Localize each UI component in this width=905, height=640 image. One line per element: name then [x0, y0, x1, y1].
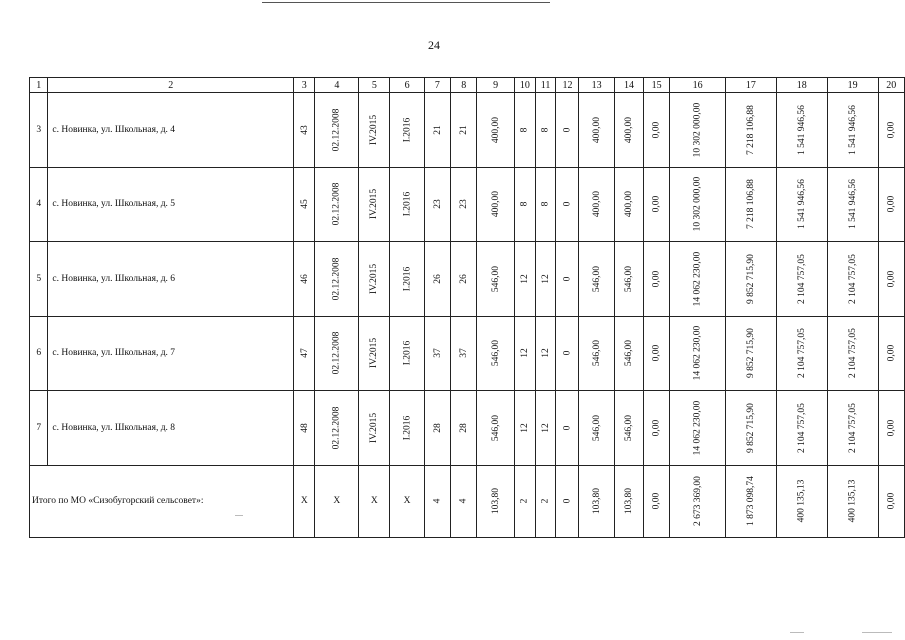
housing-program-table: [29, 77, 905, 538]
row-number-cell: 6: [30, 316, 48, 391]
cell-value: 0,00: [651, 195, 662, 213]
value-cell: [670, 167, 726, 242]
cell-value: 12: [540, 348, 551, 358]
cell-value: 400,00: [490, 116, 501, 143]
total-value-cell: [878, 465, 904, 537]
value-cell: [451, 242, 477, 317]
value-cell: [556, 242, 579, 317]
total-value: 1 873 098,74: [745, 476, 756, 526]
cell-value: 8: [519, 201, 530, 207]
value-cell: [514, 391, 535, 466]
cell-value: 0,00: [886, 121, 897, 139]
column-number-header-row: [30, 78, 905, 93]
row-number-cell: 5: [30, 242, 48, 317]
value-cell: [535, 391, 556, 466]
cell-value: 546,00: [490, 265, 501, 292]
value-cell: [424, 391, 450, 466]
column-number-19: 19: [827, 78, 878, 93]
value-cell: [451, 316, 477, 391]
total-value: 0,00: [651, 492, 662, 510]
column-number-5: 5: [359, 78, 390, 93]
cell-value: 12: [519, 423, 530, 433]
total-value-cell: [315, 465, 359, 537]
cell-value: 0: [562, 201, 573, 207]
column-number-9: 9: [477, 78, 515, 93]
cell-value: 546,00: [591, 265, 602, 292]
cell-value: 0,00: [651, 419, 662, 437]
value-cell: [579, 316, 614, 391]
value-cell: [477, 167, 515, 242]
column-number-6: 6: [390, 78, 424, 93]
cell-value: 47: [299, 348, 310, 358]
cell-value: 28: [432, 423, 443, 433]
value-cell: [644, 93, 670, 168]
cell-value: 02.12.2008: [331, 257, 342, 301]
cell-value: 2 104 757,05: [796, 328, 807, 379]
cell-value: I.2016: [402, 117, 413, 143]
cell-value: 400,00: [623, 191, 634, 218]
cell-value: 400,00: [591, 116, 602, 143]
cell-value: 8: [540, 201, 551, 207]
cell-value: 28: [458, 423, 469, 433]
value-cell: [359, 242, 390, 317]
cell-value: 2 104 757,05: [847, 253, 858, 304]
value-cell: [315, 391, 359, 466]
cell-value: 546,00: [623, 414, 634, 441]
table-row: [30, 391, 905, 466]
cell-value: 23: [458, 199, 469, 209]
address-cell: с. Новинка, ул. Школьная, д. 7: [48, 316, 294, 391]
address-cell: с. Новинка, ул. Школьная, д. 4: [48, 93, 294, 168]
cell-value: 0: [562, 425, 573, 431]
cell-value: 12: [519, 348, 530, 358]
value-cell: [644, 242, 670, 317]
cell-value: 0,00: [886, 419, 897, 437]
cell-value: 9 852 715,90: [745, 328, 756, 379]
cell-value: 02.12.2008: [331, 108, 342, 152]
value-cell: [294, 391, 315, 466]
total-label: Итого по МО «Сизобугорский сельсовет»:: [30, 465, 294, 537]
scan-mark: [790, 632, 804, 633]
cell-value: IV.2015: [369, 338, 380, 369]
value-cell: [614, 391, 643, 466]
address-cell: с. Новинка, ул. Школьная, д. 8: [48, 391, 294, 466]
total-value: 2: [519, 498, 530, 504]
value-cell: [315, 316, 359, 391]
scan-mark: [862, 632, 892, 633]
value-cell: [451, 93, 477, 168]
total-value: 0: [562, 498, 573, 504]
value-cell: [294, 316, 315, 391]
cell-value: 0: [562, 127, 573, 133]
value-cell: [827, 316, 878, 391]
value-cell: [424, 93, 450, 168]
cell-value: 0,00: [651, 121, 662, 139]
value-cell: [294, 242, 315, 317]
value-cell: [359, 167, 390, 242]
cell-value: IV.2015: [369, 189, 380, 220]
column-number-3: 3: [294, 78, 315, 93]
cell-value: 546,00: [591, 414, 602, 441]
value-cell: [878, 167, 904, 242]
cell-value: 546,00: [623, 340, 634, 367]
value-cell: [579, 167, 614, 242]
cell-value: 46: [299, 274, 310, 284]
row-number-cell: 3: [30, 93, 48, 168]
column-number-7: 7: [424, 78, 450, 93]
total-value: X: [370, 496, 378, 506]
total-value-cell: [827, 465, 878, 537]
value-cell: [451, 391, 477, 466]
cell-value: 02.12.2008: [331, 182, 342, 226]
value-cell: [644, 167, 670, 242]
value-cell: [359, 93, 390, 168]
value-cell: [614, 316, 643, 391]
value-cell: [477, 93, 515, 168]
row-number-cell: 4: [30, 167, 48, 242]
value-cell: [725, 93, 776, 168]
total-value-cell: [451, 465, 477, 537]
value-cell: [670, 93, 726, 168]
value-cell: [315, 167, 359, 242]
cell-value: 37: [458, 348, 469, 358]
value-cell: [424, 167, 450, 242]
value-cell: [644, 316, 670, 391]
value-cell: [725, 242, 776, 317]
column-number-4: 4: [315, 78, 359, 93]
value-cell: [514, 167, 535, 242]
total-value-cell: [556, 465, 579, 537]
value-cell: [514, 93, 535, 168]
cell-value: 0,00: [886, 344, 897, 362]
column-number-17: 17: [725, 78, 776, 93]
value-cell: [878, 93, 904, 168]
value-cell: [670, 316, 726, 391]
value-cell: [725, 167, 776, 242]
value-cell: [725, 316, 776, 391]
value-cell: [614, 242, 643, 317]
value-cell: [535, 167, 556, 242]
cell-value: 2 104 757,05: [847, 328, 858, 379]
value-cell: [514, 242, 535, 317]
total-value-cell: [424, 465, 450, 537]
value-cell: [878, 391, 904, 466]
cell-value: 546,00: [591, 340, 602, 367]
cell-value: 1 541 946,56: [796, 179, 807, 230]
cell-value: 2 104 757,05: [796, 402, 807, 453]
cell-value: 8: [519, 127, 530, 133]
cell-value: 546,00: [490, 340, 501, 367]
cell-value: 48: [299, 423, 310, 433]
value-cell: [614, 167, 643, 242]
total-value-cell: [579, 465, 614, 537]
cell-value: 26: [432, 274, 443, 284]
value-cell: [315, 93, 359, 168]
value-cell: [556, 93, 579, 168]
cell-value: 12: [540, 274, 551, 284]
cell-value: 0,00: [651, 270, 662, 288]
cell-value: 0,00: [886, 270, 897, 288]
total-value: 400 135,13: [796, 479, 807, 523]
value-cell: [827, 93, 878, 168]
cell-value: IV.2015: [369, 412, 380, 443]
scan-mark: [235, 515, 243, 516]
value-cell: [776, 242, 827, 317]
cell-value: 14 062 230,00: [692, 325, 703, 381]
value-cell: [556, 316, 579, 391]
value-cell: [670, 391, 726, 466]
value-cell: [535, 242, 556, 317]
value-cell: [315, 242, 359, 317]
cell-value: 546,00: [623, 265, 634, 292]
value-cell: [294, 167, 315, 242]
column-number-8: 8: [451, 78, 477, 93]
value-cell: [390, 167, 424, 242]
value-cell: [451, 167, 477, 242]
value-cell: [827, 242, 878, 317]
value-cell: [514, 316, 535, 391]
total-value-cell: [644, 465, 670, 537]
cell-value: 10 302 000,00: [692, 176, 703, 232]
cell-value: 02.12.2008: [331, 406, 342, 450]
column-number-2: 2: [48, 78, 294, 93]
cell-value: 400,00: [490, 191, 501, 218]
cell-value: 400,00: [623, 116, 634, 143]
cell-value: 02.12.2008: [331, 331, 342, 375]
total-row: [30, 465, 905, 537]
total-value: 2 673 369,00: [692, 476, 703, 526]
value-cell: [390, 93, 424, 168]
cell-value: 10 302 000,00: [692, 102, 703, 158]
cell-value: I.2016: [402, 340, 413, 366]
cell-value: 546,00: [490, 414, 501, 441]
value-cell: [878, 316, 904, 391]
cell-value: 7 218 106,88: [745, 104, 756, 155]
value-cell: [424, 316, 450, 391]
total-value-cell: [390, 465, 424, 537]
column-number-12: 12: [556, 78, 579, 93]
cell-value: 400,00: [591, 191, 602, 218]
table-row: [30, 167, 905, 242]
value-cell: [827, 167, 878, 242]
total-value-cell: [776, 465, 827, 537]
total-value: 0,00: [886, 492, 897, 510]
value-cell: [359, 391, 390, 466]
column-number-15: 15: [644, 78, 670, 93]
value-cell: [556, 391, 579, 466]
total-value-cell: [514, 465, 535, 537]
page-number: 24: [428, 38, 440, 52]
cell-value: 43: [299, 125, 310, 135]
total-value-cell: [359, 465, 390, 537]
value-cell: [556, 167, 579, 242]
total-value-cell: [535, 465, 556, 537]
cell-value: 8: [540, 127, 551, 133]
value-cell: [535, 316, 556, 391]
table-row: [30, 316, 905, 391]
total-value: 4: [458, 498, 469, 504]
value-cell: [294, 93, 315, 168]
total-value: X: [403, 496, 411, 506]
cell-value: 23: [432, 199, 443, 209]
value-cell: [776, 316, 827, 391]
value-cell: [390, 316, 424, 391]
cell-value: 0,00: [651, 344, 662, 362]
total-value-cell: [670, 465, 726, 537]
cell-value: IV.2015: [369, 114, 380, 145]
cell-value: 0: [562, 350, 573, 356]
total-value-cell: [294, 465, 315, 537]
value-cell: [579, 242, 614, 317]
cell-value: 2 104 757,05: [796, 253, 807, 304]
value-cell: [776, 93, 827, 168]
cell-value: 9 852 715,90: [745, 402, 756, 453]
cell-value: 45: [299, 199, 310, 209]
cell-value: I.2016: [402, 191, 413, 217]
cell-value: 1 541 946,56: [847, 104, 858, 155]
column-number-10: 10: [514, 78, 535, 93]
cell-value: 21: [458, 125, 469, 135]
value-cell: [579, 93, 614, 168]
cell-value: 14 062 230,00: [692, 400, 703, 456]
cell-value: IV.2015: [369, 263, 380, 294]
scan-top-rule: [262, 2, 550, 3]
total-value: 4: [432, 498, 443, 504]
cell-value: 2 104 757,05: [847, 402, 858, 453]
row-number-cell: 7: [30, 391, 48, 466]
cell-value: 1 541 946,56: [796, 104, 807, 155]
cell-value: 1 541 946,56: [847, 179, 858, 230]
value-cell: [535, 93, 556, 168]
total-value-cell: [614, 465, 643, 537]
total-value-cell: [477, 465, 515, 537]
column-number-11: 11: [535, 78, 556, 93]
value-cell: [614, 93, 643, 168]
address-cell: с. Новинка, ул. Школьная, д. 6: [48, 242, 294, 317]
address-cell: с. Новинка, ул. Школьная, д. 5: [48, 167, 294, 242]
value-cell: [477, 391, 515, 466]
column-number-18: 18: [776, 78, 827, 93]
cell-value: 14 062 230,00: [692, 251, 703, 307]
column-number-13: 13: [579, 78, 614, 93]
value-cell: [644, 391, 670, 466]
total-value: 400 135,13: [847, 479, 858, 523]
column-number-20: 20: [878, 78, 904, 93]
column-number-16: 16: [670, 78, 726, 93]
total-value: 2: [540, 498, 551, 504]
cell-value: 7 218 106,88: [745, 179, 756, 230]
column-number-14: 14: [614, 78, 643, 93]
total-value: 103,80: [490, 487, 501, 515]
value-cell: [579, 391, 614, 466]
total-value: X: [333, 496, 341, 506]
value-cell: [424, 242, 450, 317]
value-cell: [725, 391, 776, 466]
cell-value: I.2016: [402, 415, 413, 441]
value-cell: [670, 242, 726, 317]
cell-value: 12: [540, 423, 551, 433]
value-cell: [477, 242, 515, 317]
value-cell: [776, 167, 827, 242]
table-body: [30, 93, 905, 538]
value-cell: [827, 391, 878, 466]
value-cell: [359, 316, 390, 391]
total-value: 103,80: [623, 487, 634, 515]
value-cell: [776, 391, 827, 466]
cell-value: 12: [519, 274, 530, 284]
total-value: X: [300, 496, 308, 506]
cell-value: 37: [432, 348, 443, 358]
value-cell: [390, 391, 424, 466]
value-cell: [477, 316, 515, 391]
cell-value: 0,00: [886, 195, 897, 213]
cell-value: 0: [562, 276, 573, 282]
value-cell: [878, 242, 904, 317]
column-number-1: 1: [30, 78, 48, 93]
table-row: [30, 242, 905, 317]
value-cell: [390, 242, 424, 317]
total-value: 103,80: [591, 487, 602, 515]
cell-value: 26: [458, 274, 469, 284]
total-value-cell: [725, 465, 776, 537]
cell-value: 21: [432, 125, 443, 135]
cell-value: 9 852 715,90: [745, 253, 756, 304]
table-row: [30, 93, 905, 168]
cell-value: I.2016: [402, 266, 413, 292]
